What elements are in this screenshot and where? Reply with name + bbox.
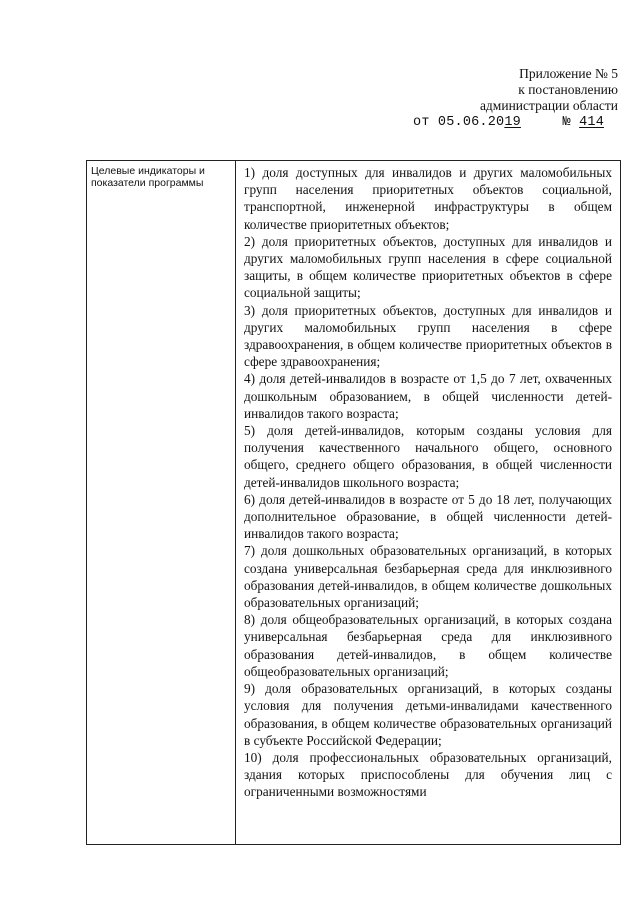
table-row — [87, 161, 621, 845]
appendix-header — [388, 66, 618, 131]
list-item: 8) доля общеобразовательных организаций, в которых создана универсальная безбарьерная среда для инклюзивного образования детей-инвалидов, в общем количестве общеобразовательных организаций; — [244, 612, 612, 679]
document-number: 414 — [579, 115, 604, 130]
list-item: 1) доля доступных для инвалидов и других маломобильных групп населения приоритетных объектов социальной, транспортной, инженерной инфраструктуры в общем количестве приоритетных объектов; — [244, 165, 612, 232]
appendix-authority: администрации области — [479, 98, 618, 113]
list-item: 7) доля дошкольных образовательных организаций, в которых создана универсальная безбарьерная среда для инклюзивного образования детей-инвалидов, в общем количестве дошкольных образовательных организаций; — [244, 543, 612, 611]
list-item: 6) доля детей-инвалидов в возрасте от 5 до 18 лет, получающих дополнительное образование, в общей численности детей-инвалидов такого возраста; — [244, 491, 612, 542]
number-sign: № — [562, 115, 571, 130]
indicators-list — [236, 161, 621, 845]
date-year: 19 — [504, 115, 521, 130]
date-prefix: от 05.06.20 — [413, 115, 505, 130]
list-item: 3) доля приоритетных объектов, доступных для инвалидов и других маломобильных групп населения в сфере здравоохранения, в общем количестве приоритетных объектов в сфере здравоохранения; — [244, 302, 612, 370]
list-item: 9) доля образовательных организаций, в которых созданы условия для получения детьми-инвалидами качественного образования, в общем количестве образовательных организаций в субъекте Российской Федерации; — [244, 681, 612, 748]
indicators-table — [86, 160, 621, 845]
list-item: 10) доля профессиональных образовательных организаций, здания которых приспособлены для обучения лиц с ограниченными возможностями — [244, 749, 612, 800]
document-date-number — [388, 115, 618, 131]
appendix-title: Приложение № 5 — [519, 66, 618, 81]
appendix-subtitle: к постановлению — [518, 82, 618, 97]
list-item: 5) доля детей-инвалидов, которым созданы условия для получения качественного начального общего, основного общего, среднего общего образования, в общей численности детей-инвалидов школьного возраста; — [244, 423, 612, 490]
row-label: Целевые индикаторы и показатели программы — [87, 161, 236, 845]
list-item: 2) доля приоритетных объектов, доступных для инвалидов и других маломобильных групп населения в сфере социальной защиты, в общем количестве приоритетных объектов в сфере социальной защиты; — [244, 233, 612, 301]
list-item: 4) доля детей-инвалидов в возрасте от 1,5 до 7 лет, охваченных дошкольным образованием, в общей численности детей-инвалидов такого возраста; — [244, 371, 612, 421]
